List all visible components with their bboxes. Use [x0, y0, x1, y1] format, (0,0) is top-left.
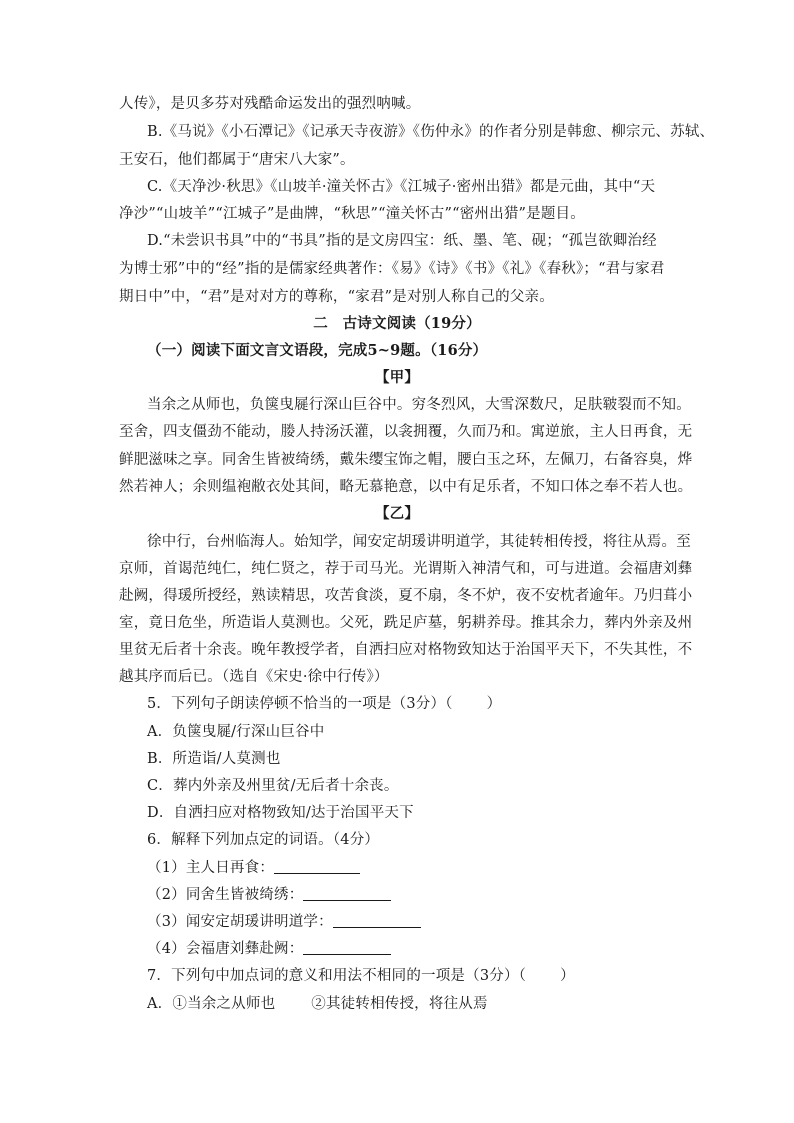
choice-c-tail: 人传》，是贝多芬对残酷命运发出的强烈呐喊。 — [119, 96, 421, 112]
passage-b-line4: 室，竟日危坐，所造诣人莫测也。父死，跣足庐墓，躬耕养母。推其余力，葬内外亲及州 — [119, 615, 693, 631]
question-7-stem-text: 7．下列句中加点词的意义和用法不相同的一项是（3分）（ — [147, 968, 527, 984]
question-5-stem — [147, 694, 501, 714]
question-6-item-4-text: （4）会福唐刘彝赴阙： — [147, 941, 304, 957]
section-subtitle: （一）阅读下面文言文语段，完成5~9题。（16分） — [147, 342, 488, 359]
passage-a-label: 【甲】 — [374, 369, 420, 386]
section-title: 二 古诗文阅读（19分） — [313, 315, 481, 332]
question-5-option-d: D．自洒扫应对格物致知/达于治国平天下 — [147, 805, 414, 821]
passage-b-line1: 徐中行，台州临海人。始知学，闻安定胡瑗讲明道学，其徒转相传授，将往从焉。至 — [147, 534, 691, 550]
question-6-item-2-text: （2）同舍生皆被绮绣： — [147, 887, 304, 903]
passage-a-line1: 当余之从师也，负箧曳屣行深山巨谷中。穷冬烈风，大雪深数尺，足肤皲裂而不知。 — [147, 397, 691, 413]
question-7-option-a-part1: A．①当余之从师也 — [147, 996, 276, 1012]
passage-b-line6: 越其序而后已。（选自《宋史·徐中行传》） — [119, 669, 389, 685]
choice-b-line2: 王安石，他们都属于“唐宋八大家”。 — [119, 152, 355, 168]
choice-b-line1: B.《马说》《小石潭记》《记承天寺夜游》《伤仲永》的作者分别是韩愈、柳宗元、苏轼、 — [147, 124, 715, 140]
question-7-stem — [147, 966, 575, 986]
question-5-stem-text: 5．下列句子朗读停顿不恰当的一项是（3分）（ — [147, 696, 453, 712]
answer-line[interactable] — [303, 886, 391, 901]
question-7-option-a-part2: ②其徒转相传授，将往从焉 — [311, 996, 488, 1012]
passage-a-line2: 至舍，四支僵劲不能动，媵人持汤沃灌，以衾拥覆，久而乃和。寓逆旅，主人日再食，无 — [119, 424, 693, 440]
question-6-item-2 — [147, 885, 391, 905]
question-6-item-4 — [147, 939, 391, 959]
answer-line[interactable] — [274, 859, 360, 874]
question-7-option-a — [147, 994, 488, 1014]
question-5-option-a: A．负箧曳屣/行深山巨谷中 — [147, 724, 325, 740]
question-7-close: ） — [560, 968, 575, 984]
choice-d-line1: D.“未尝识书具”中的“书具”指的是文房四宝：纸、墨、笔、砚；“孤岂欲卿治经 — [147, 233, 657, 249]
choice-c-line2: 净沙”“山坡羊”“江城子”是曲牌，“秋思”“潼关怀古”“密州出猎”是题目。 — [119, 206, 585, 222]
question-6-item-3 — [147, 912, 421, 932]
question-5-close: ） — [486, 696, 502, 712]
answer-line[interactable] — [333, 913, 421, 928]
passage-b-label: 【乙】 — [374, 505, 420, 522]
passage-a-line3: 鲜肥滋味之享。同舍生皆被绮绣，戴朱缨宝饰之帽，腰白玉之环，左佩刀，右备容臭，烨 — [119, 452, 693, 468]
choice-c-line1: C.《天净沙·秋思》《山坡羊·潼关怀古》《江城子·密州出猎》都是元曲，其中“天 — [147, 179, 656, 195]
choice-d-line2: 为博士邪”中的“经”指的是儒家经典著作：《易》《诗》《书》《礼》《春秋》；“君与家君 — [119, 261, 665, 277]
answer-line[interactable] — [303, 940, 391, 955]
passage-b-line2: 京师，首谒范纯仁，纯仁贤之，荐于司马光。光谓斯入神清气和，可与进道。会福唐刘彝 — [119, 561, 693, 577]
passage-b-line5: 里贫无后者十余丧。晚年教授学者，自洒扫应对格物致知达于治国平天下，不失其性，不 — [119, 642, 693, 658]
question-5-option-c: C．葬内外亲及州里贫/无后者十余丧。 — [147, 778, 399, 794]
passage-b-line3: 赴阙，得瑗所授经，熟读精思，攻苦食淡，夏不扇，冬不炉，夜不安枕者逾年。乃归葺小 — [119, 588, 693, 604]
passage-a-line4: 然若神人；余则缊袍敝衣处其间，略无慕艳意，以中有足乐者，不知口体之奉不若人也。 — [119, 479, 693, 495]
question-6-item-1-text: （1）主人日再食： — [147, 860, 275, 876]
question-6-item-3-text: （3）闻安定胡瑗讲明道学： — [147, 914, 333, 930]
choice-d-line3: 期日中”中，“君”是对对方的尊称，“家君”是对别人称自己的父亲。 — [119, 289, 554, 305]
question-6-item-1 — [147, 858, 360, 878]
question-6-stem: 6．解释下列加点定的词语。（4分） — [147, 832, 380, 848]
question-5-option-b: B．所造诣/人莫测也 — [147, 751, 281, 767]
